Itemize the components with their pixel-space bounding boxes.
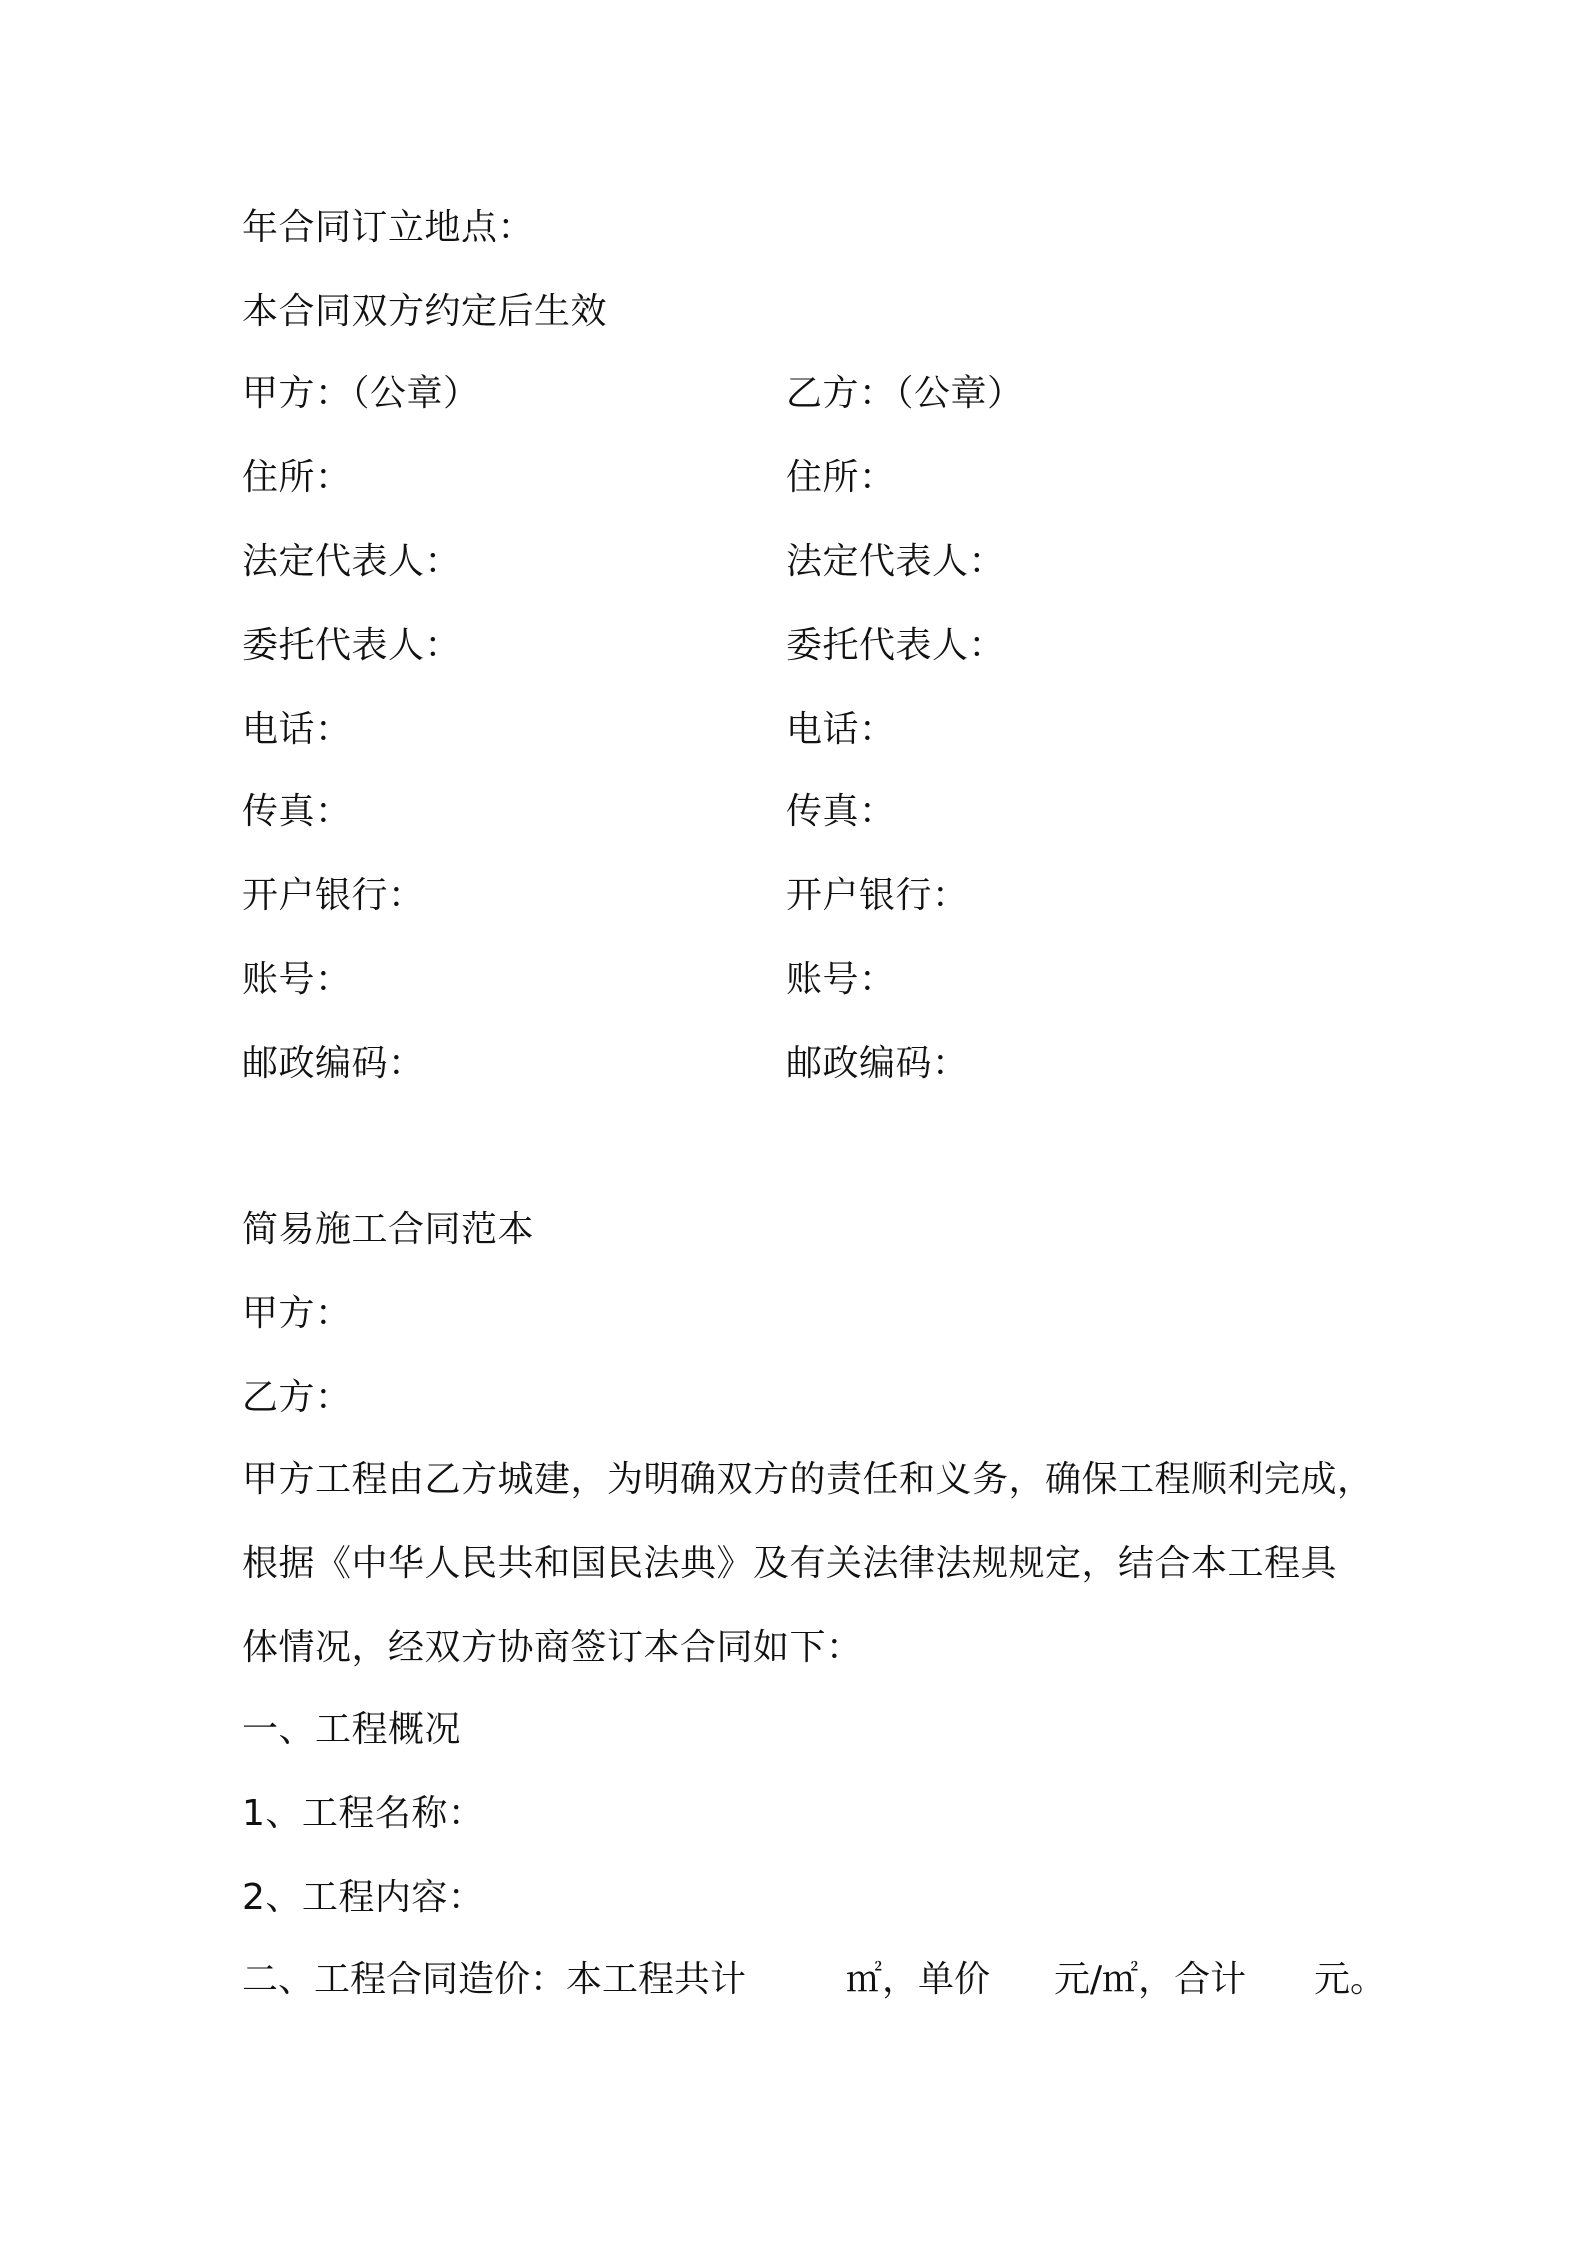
contract-intro-line-2: 根据《中华人民共和国民法典》及有关法律法规规定，结合本工程具 (242, 1543, 1338, 1584)
price-total-unit: 元。 (1314, 1959, 1387, 2000)
contract-title: 简易施工合同范本 (242, 1209, 535, 1250)
party-a-bank: 开户银行： (242, 875, 425, 916)
price-unit-price-unit: 元/㎡，合计 (1054, 1959, 1247, 2000)
contract-place: 年合同订立地点： (242, 207, 535, 248)
section-1-title: 一、工程概况 (242, 1709, 462, 1750)
party-b-bank: 开户银行： (786, 875, 969, 916)
party-a-agent: 委托代表人： (242, 625, 462, 666)
contract-intro-line-1: 甲方工程由乙方城建，为明确双方的责任和义务，确保工程顺利完成， (242, 1459, 1374, 1500)
contract-effect: 本合同双方约定后生效 (242, 291, 608, 332)
contract-price-line (242, 1956, 1387, 2004)
party-b-fax: 传真： (786, 791, 896, 832)
party-b-address: 住所： (786, 457, 896, 498)
party-a-account: 账号： (242, 959, 352, 1000)
price-area-unit: ㎡，单价 (846, 1959, 991, 2000)
party-a-postcode: 邮政编码： (242, 1043, 425, 1084)
party-a-phone: 电话： (242, 709, 352, 750)
party-a-address: 住所： (242, 457, 352, 498)
party-b-agent: 委托代表人： (786, 625, 1006, 666)
party-b-postcode: 邮政编码： (786, 1043, 969, 1084)
party-a-legal-rep: 法定代表人： (242, 541, 462, 582)
party-a-fax: 传真： (242, 791, 352, 832)
item-project-content: 2、工程内容： (242, 1877, 485, 1918)
party-b-legal-rep: 法定代表人： (786, 541, 1006, 582)
item-project-name: 1、工程名称： (242, 1793, 485, 1834)
contract-party-b: 乙方： (242, 1377, 352, 1418)
party-b-seal: 乙方：（公章） (786, 373, 1024, 414)
contract-intro-line-3: 体情况，经双方协商签订本合同如下： (242, 1627, 863, 1668)
contract-party-a: 甲方： (242, 1293, 352, 1334)
party-b-account: 账号： (786, 959, 896, 1000)
party-a-seal: 甲方：（公章） (242, 373, 480, 414)
party-b-phone: 电话： (786, 709, 896, 750)
price-label: 二、工程合同造价：本工程共计 (242, 1959, 747, 2000)
